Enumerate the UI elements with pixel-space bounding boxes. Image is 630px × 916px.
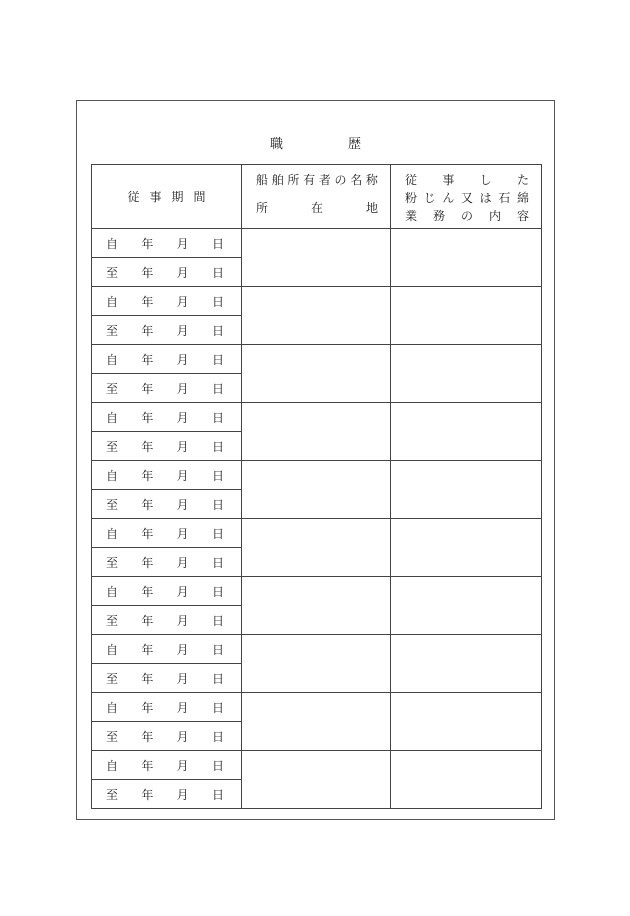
date-year-label: 年: [141, 787, 154, 802]
header-work-line1: 従 事 し た: [405, 173, 529, 187]
date-month-label: 月: [176, 700, 189, 715]
date-year-label: 年: [141, 729, 154, 744]
owner-name-address-cell[interactable]: [242, 693, 391, 751]
date-prefix-label: 自: [106, 352, 119, 367]
work-content-cell[interactable]: [391, 461, 542, 519]
date-day-label: 日: [211, 526, 224, 541]
period-from-cell[interactable]: [92, 519, 242, 548]
date-day-label: 日: [211, 468, 224, 483]
period-from-cell[interactable]: [92, 693, 242, 722]
entry-row-from: [92, 229, 542, 258]
date-year-label: 年: [141, 642, 154, 657]
period-from-cell[interactable]: [92, 403, 242, 432]
date-month-label: 月: [176, 758, 189, 773]
date-year-label: 年: [141, 236, 154, 251]
date-day-label: 日: [211, 787, 224, 802]
period-to-cell[interactable]: [92, 490, 242, 519]
date-year-label: 年: [141, 294, 154, 309]
entry-row-from: [92, 635, 542, 664]
date-prefix-label: 至: [106, 555, 119, 570]
entry-row-from: [92, 693, 542, 722]
date-prefix-label: 自: [106, 700, 119, 715]
date-prefix-label: 自: [106, 526, 119, 541]
date-month-label: 月: [176, 787, 189, 802]
date-year-label: 年: [141, 584, 154, 599]
date-month-label: 月: [176, 642, 189, 657]
date-day-label: 日: [211, 613, 224, 628]
work-content-cell[interactable]: [391, 287, 542, 345]
date-day-label: 日: [211, 352, 224, 367]
work-content-cell[interactable]: [391, 751, 542, 809]
date-day-label: 日: [211, 265, 224, 280]
owner-name-address-cell[interactable]: [242, 287, 391, 345]
entry-row-from: [92, 519, 542, 548]
date-year-label: 年: [141, 758, 154, 773]
period-to-cell[interactable]: [92, 664, 242, 693]
date-month-label: 月: [176, 381, 189, 396]
date-prefix-label: 至: [106, 729, 119, 744]
header-work-line3: 業 務 の 内 容: [405, 209, 529, 223]
page-title: 職 歴: [269, 137, 387, 152]
date-month-label: 月: [176, 729, 189, 744]
date-month-label: 月: [176, 555, 189, 570]
date-month-label: 月: [176, 294, 189, 309]
period-from-cell[interactable]: [92, 229, 242, 258]
date-day-label: 日: [211, 642, 224, 657]
date-prefix-label: 至: [106, 265, 119, 280]
date-month-label: 月: [176, 526, 189, 541]
work-content-cell[interactable]: [391, 693, 542, 751]
entry-row-from: [92, 751, 542, 780]
date-prefix-label: 自: [106, 468, 119, 483]
date-day-label: 日: [211, 700, 224, 715]
date-month-label: 月: [176, 236, 189, 251]
owner-name-address-cell[interactable]: [242, 577, 391, 635]
date-day-label: 日: [211, 439, 224, 454]
work-content-cell[interactable]: [391, 635, 542, 693]
date-year-label: 年: [141, 323, 154, 338]
date-prefix-label: 至: [106, 671, 119, 686]
date-day-label: 日: [211, 555, 224, 570]
period-to-cell[interactable]: [92, 548, 242, 577]
date-month-label: 月: [176, 613, 189, 628]
date-prefix-label: 自: [106, 584, 119, 599]
work-content-cell[interactable]: [391, 577, 542, 635]
header-owner-name: 船 舶 所 有 者 の 名 称: [256, 173, 378, 187]
date-month-label: 月: [176, 584, 189, 599]
date-prefix-label: 自: [106, 236, 119, 251]
date-year-label: 年: [141, 352, 154, 367]
date-prefix-label: 至: [106, 323, 119, 338]
period-from-cell[interactable]: [92, 635, 242, 664]
period-to-cell[interactable]: [92, 374, 242, 403]
date-month-label: 月: [176, 352, 189, 367]
date-day-label: 日: [211, 758, 224, 773]
date-prefix-label: 至: [106, 381, 119, 396]
date-month-label: 月: [176, 323, 189, 338]
date-day-label: 日: [211, 410, 224, 425]
date-prefix-label: 自: [106, 410, 119, 425]
period-to-cell[interactable]: [92, 606, 242, 635]
date-day-label: 日: [211, 323, 224, 338]
owner-name-address-cell[interactable]: [242, 461, 391, 519]
owner-name-address-cell[interactable]: [242, 635, 391, 693]
date-prefix-label: 自: [106, 642, 119, 657]
header-owner-address: 所 在 地: [256, 201, 378, 215]
date-day-label: 日: [211, 381, 224, 396]
entry-row-from: [92, 287, 542, 316]
entry-row-from: [92, 403, 542, 432]
date-month-label: 月: [176, 497, 189, 512]
owner-name-address-cell[interactable]: [242, 751, 391, 809]
date-month-label: 月: [176, 468, 189, 483]
entry-row-from: [92, 461, 542, 490]
date-year-label: 年: [141, 555, 154, 570]
period-to-cell[interactable]: [92, 316, 242, 345]
date-year-label: 年: [141, 468, 154, 483]
period-to-cell[interactable]: [92, 722, 242, 751]
header-period: 従事期間: [92, 165, 242, 229]
employment-history-table: [91, 164, 542, 809]
date-day-label: 日: [211, 671, 224, 686]
work-content-cell[interactable]: [391, 229, 542, 287]
work-content-cell[interactable]: [391, 403, 542, 461]
date-year-label: 年: [141, 497, 154, 512]
entry-row-from: [92, 577, 542, 606]
period-to-cell[interactable]: [92, 432, 242, 461]
date-year-label: 年: [141, 381, 154, 396]
date-prefix-label: 至: [106, 787, 119, 802]
date-year-label: 年: [141, 439, 154, 454]
date-month-label: 月: [176, 671, 189, 686]
header-work-line2: 粉 じ ん 又 は 石 綿: [405, 191, 529, 205]
date-year-label: 年: [141, 265, 154, 280]
date-year-label: 年: [141, 526, 154, 541]
date-day-label: 日: [211, 584, 224, 599]
date-year-label: 年: [141, 613, 154, 628]
period-from-cell[interactable]: [92, 577, 242, 606]
date-day-label: 日: [211, 729, 224, 744]
owner-name-address-cell[interactable]: [242, 519, 391, 577]
date-year-label: 年: [141, 410, 154, 425]
period-from-cell[interactable]: [92, 345, 242, 374]
period-to-cell[interactable]: [92, 258, 242, 287]
date-day-label: 日: [211, 497, 224, 512]
date-month-label: 月: [176, 410, 189, 425]
date-day-label: 日: [211, 236, 224, 251]
work-content-cell[interactable]: [391, 345, 542, 403]
date-month-label: 月: [176, 265, 189, 280]
date-prefix-label: 自: [106, 758, 119, 773]
date-day-label: 日: [211, 294, 224, 309]
period-from-cell[interactable]: [92, 461, 242, 490]
owner-name-address-cell[interactable]: [242, 403, 391, 461]
date-year-label: 年: [141, 700, 154, 715]
period-from-cell[interactable]: [92, 287, 242, 316]
date-prefix-label: 至: [106, 497, 119, 512]
date-prefix-label: 至: [106, 613, 119, 628]
date-year-label: 年: [141, 671, 154, 686]
work-content-cell[interactable]: [391, 519, 542, 577]
period-from-cell[interactable]: [92, 751, 242, 780]
date-prefix-label: 自: [106, 294, 119, 309]
date-prefix-label: 至: [106, 439, 119, 454]
date-month-label: 月: [176, 439, 189, 454]
header-row: [92, 165, 542, 229]
entry-row-from: [92, 345, 542, 374]
period-to-cell[interactable]: [92, 780, 242, 809]
header-work: [391, 165, 542, 229]
owner-name-address-cell[interactable]: [242, 229, 391, 287]
header-owner: [242, 165, 391, 229]
owner-name-address-cell[interactable]: [242, 345, 391, 403]
